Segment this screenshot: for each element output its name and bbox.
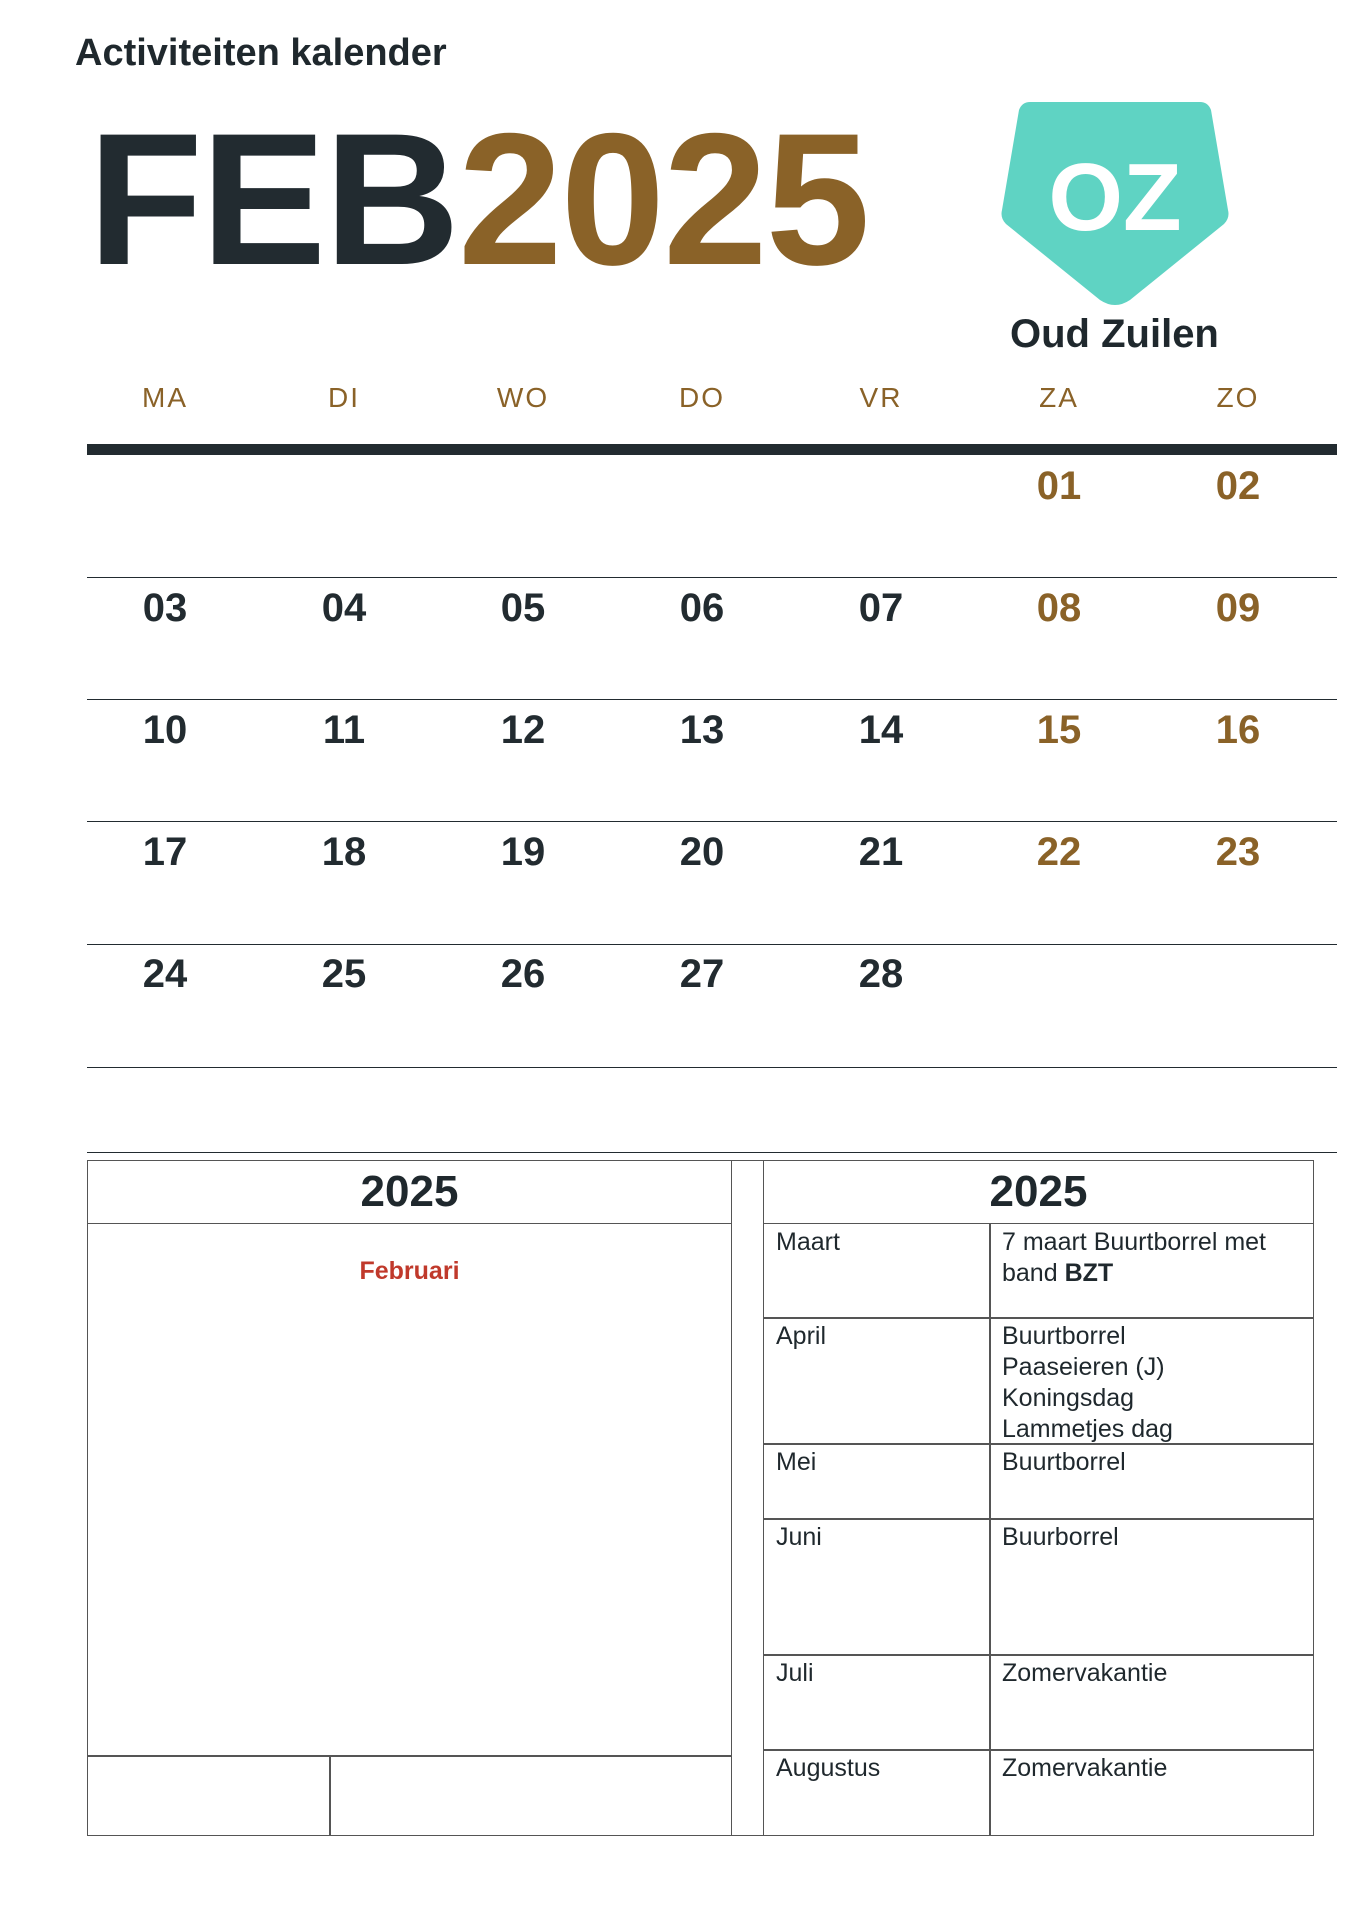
event-item: [1002, 1447, 1301, 1478]
event-text: Buurtborrel: [1002, 1322, 1126, 1350]
right-table: [763, 1160, 1314, 1836]
oz-logo-icon: [1000, 100, 1230, 310]
event-text: Lammetjes dag: [1002, 1415, 1173, 1443]
event-month: Maart: [776, 1228, 840, 1256]
day-cell: 03: [142, 586, 188, 630]
right-table-title: 2025: [764, 1161, 1313, 1224]
day-cell: 01: [1036, 464, 1082, 508]
event-month: Juni: [776, 1523, 822, 1551]
week-divider: [87, 1067, 1337, 1068]
event-text: Buurtborrel: [1002, 1448, 1126, 1476]
day-cell: 19: [500, 830, 546, 874]
event-month: Augustus: [776, 1754, 881, 1782]
left-table-month-label: Februari: [359, 1257, 460, 1285]
weekday-label: VR: [859, 382, 903, 413]
week-divider: [87, 821, 1337, 822]
weekday-label: DO: [679, 382, 725, 413]
event-item: [1002, 1227, 1301, 1258]
event-item: [1002, 1383, 1301, 1414]
event-month: Mei: [776, 1448, 817, 1476]
day-cell: 24: [142, 952, 188, 996]
day-cell: 17: [142, 830, 188, 874]
weekday-label: MA: [142, 382, 188, 413]
day-cell: 23: [1215, 830, 1261, 874]
header-divider: [87, 444, 1337, 455]
weekday-label: ZA: [1039, 382, 1079, 413]
event-item: [1002, 1658, 1301, 1689]
day-cell: 14: [858, 708, 904, 752]
week-divider: [87, 577, 1337, 578]
event-list: [990, 1518, 1313, 1654]
day-cell: 15: [1036, 708, 1082, 752]
event-month: Juli: [776, 1659, 814, 1687]
event-list: [990, 1654, 1313, 1749]
month-year-title: [88, 94, 869, 304]
day-cell: 12: [500, 708, 546, 752]
event-item: [1002, 1258, 1301, 1289]
day-cell: 28: [858, 952, 904, 996]
event-text: Zomervakantie: [1002, 1754, 1168, 1782]
day-cell: 11: [322, 708, 366, 752]
day-cell: 05: [500, 586, 546, 630]
weekday-label: WO: [496, 382, 550, 413]
week-divider: [87, 699, 1337, 700]
day-cell: 26: [500, 952, 546, 996]
weekday-label: DI: [328, 382, 360, 413]
event-list: [990, 1749, 1313, 1835]
day-cell: 21: [858, 830, 904, 874]
event-bold-text: BZT: [1064, 1259, 1114, 1287]
page-subtitle: Activiteiten kalender: [75, 32, 447, 74]
event-item: [1002, 1352, 1301, 1383]
logo-text: OZ: [1048, 144, 1182, 251]
day-cell: 18: [321, 830, 367, 874]
event-item: [1002, 1414, 1301, 1443]
day-cell: 09: [1215, 586, 1261, 630]
table-gap-column: [732, 1160, 764, 1836]
day-cell: 07: [858, 586, 904, 630]
week-divider: [87, 944, 1337, 945]
event-text: Paaseieren (J): [1002, 1353, 1165, 1381]
day-cell: 02: [1215, 464, 1261, 508]
event-item: [1002, 1321, 1301, 1352]
event-text: band: [1002, 1259, 1065, 1287]
day-cell: 06: [679, 586, 725, 630]
day-cell: 22: [1036, 830, 1082, 874]
event-item: [1002, 1753, 1301, 1784]
weekday-label: ZO: [1216, 382, 1260, 413]
event-list: [990, 1443, 1313, 1518]
event-list: [990, 1317, 1313, 1443]
day-cell: 13: [679, 708, 725, 752]
left-table-footer-divider: [329, 1755, 331, 1835]
event-item: [1002, 1522, 1301, 1553]
year-title: 2025: [458, 94, 869, 304]
day-cell: 08: [1036, 586, 1082, 630]
event-text: Koningsdag: [1002, 1384, 1135, 1412]
day-cell: 27: [679, 952, 725, 996]
event-text: Zomervakantie: [1002, 1659, 1168, 1687]
left-table-footer-line: [88, 1755, 731, 1757]
org-name: Oud Zuilen: [1010, 312, 1219, 356]
event-month: April: [776, 1322, 827, 1350]
week-divider: [87, 1152, 1337, 1153]
day-cell: 25: [321, 952, 367, 996]
day-cell: 04: [321, 586, 367, 630]
left-table-title: 2025: [88, 1161, 731, 1224]
event-list: [990, 1223, 1313, 1317]
day-cell: 10: [142, 708, 188, 752]
day-cell: 20: [679, 830, 725, 874]
event-text: 7 maart Buurtborrel met: [1002, 1228, 1266, 1256]
event-text: Buurborrel: [1002, 1523, 1119, 1551]
month-title: FEB: [88, 94, 458, 304]
day-cell: 16: [1215, 708, 1261, 752]
